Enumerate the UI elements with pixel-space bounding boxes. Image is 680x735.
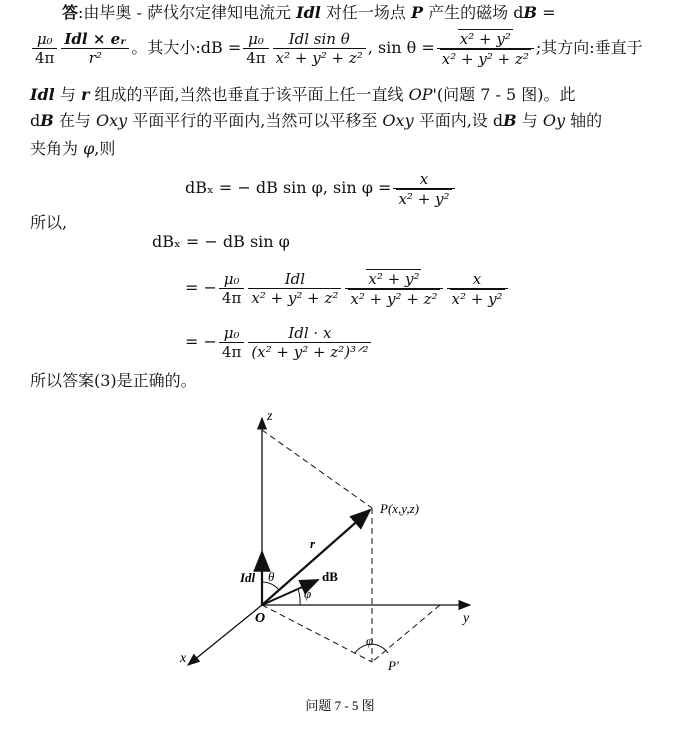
text-line-4: dB 在与 Oxy 平面平行的平面内,当然可以平移至 Oxy 平面内,设 dB 与 Oy 轴的 — [30, 111, 603, 130]
label-Pp: P' — [388, 658, 399, 673]
dash-top-to-P — [262, 430, 372, 508]
answer-lead: 答 — [62, 3, 79, 22]
answer-line: 所以答案(3)是正确的。 — [30, 371, 197, 390]
equation-1: dBₓ = − dB sin φ, sin φ = $\frac{x}{\text{x² + y²}}$ — [185, 168, 457, 208]
r-vector — [262, 510, 370, 605]
label-phi-2: φ — [366, 633, 374, 648]
label-r: r — [310, 536, 316, 551]
fraction-idl-sin: $\frac{\text{Idl sin θ}}{\text{x² + y² + z²}}$ — [273, 30, 366, 67]
fraction-mu-4pi-2: $\frac{\text{μ₀}}{4\pi}$ — [243, 30, 268, 67]
text-line-3: Idl 与 r 组成的平面,当然也垂直于该平面上任一直线 OP'(问题 7 - 5 图)。此 — [30, 85, 576, 104]
text-line-5: 夹角为 φ,则 — [30, 139, 116, 158]
equation-2: dBₓ = − dB sin φ — [152, 232, 290, 251]
label-x: x — [180, 651, 187, 666]
label-z: z — [267, 409, 273, 424]
label-O: O — [255, 611, 266, 626]
x-axis — [188, 605, 262, 665]
label-y: y — [463, 611, 470, 626]
so-label: 所以, — [30, 213, 68, 232]
phi-arc-1 — [298, 589, 300, 605]
fraction-mu-4pi: $\frac{\text{μ₀}}{4\pi}$ — [32, 30, 57, 67]
label-P: P(x,y,z) — [380, 501, 419, 516]
text-line-2: $\frac{\text{μ₀}}{4\pi}$ $\frac{\text{Idl × eᵣ}}{\text{r²}}$ 。其大小:dB = $\frac{\text{μ₀}}{4\pi}$ $\frac{\text{Idl sin θ}}{\text{x² + y² + z²}}$ , sin θ = $\frac{\text{x² + y²}}{\text{x² + y² + z²}}$ ;其方向:垂直于 — [30, 28, 643, 68]
equation-3: = − $\frac{\text{μ₀}}{4\pi}$ $\frac{\text{Idl}}{\text{x² + y² + z²}}$ $\frac{\text{x² + y²}}{\text{x² + y² + z²}}$ $\frac{x}{\text{x² + y²}}$ — [185, 266, 510, 310]
equation-4: = − $\frac{\text{μ₀}}{4\pi}$ $\frac{\text{Idl · x}}{\text{(x² + y² + z²)³ᐟ²}}$ — [185, 320, 373, 364]
dash-O-to-Pp — [262, 605, 372, 662]
text-line-1: 答:由毕奥 - 萨伐尔定律知电流元 Idl 对任一场点 P 产生的磁场 dB = — [62, 3, 556, 22]
label-Idl: Idl — [240, 570, 256, 585]
dash-y-to-Pp — [372, 605, 440, 662]
figure-caption: 问题 7 - 5 图 — [305, 698, 375, 713]
label-phi-1: φ — [304, 586, 312, 601]
fraction-sin-theta: $\frac{\text{x² + y²}}{\text{x² + y² + z²}}$ — [437, 29, 534, 68]
label-theta: θ — [268, 569, 275, 584]
label-dB: dB — [322, 569, 338, 584]
fraction-idl-cross: $\frac{\text{Idl × eᵣ}}{\text{r²}}$ — [61, 30, 129, 67]
